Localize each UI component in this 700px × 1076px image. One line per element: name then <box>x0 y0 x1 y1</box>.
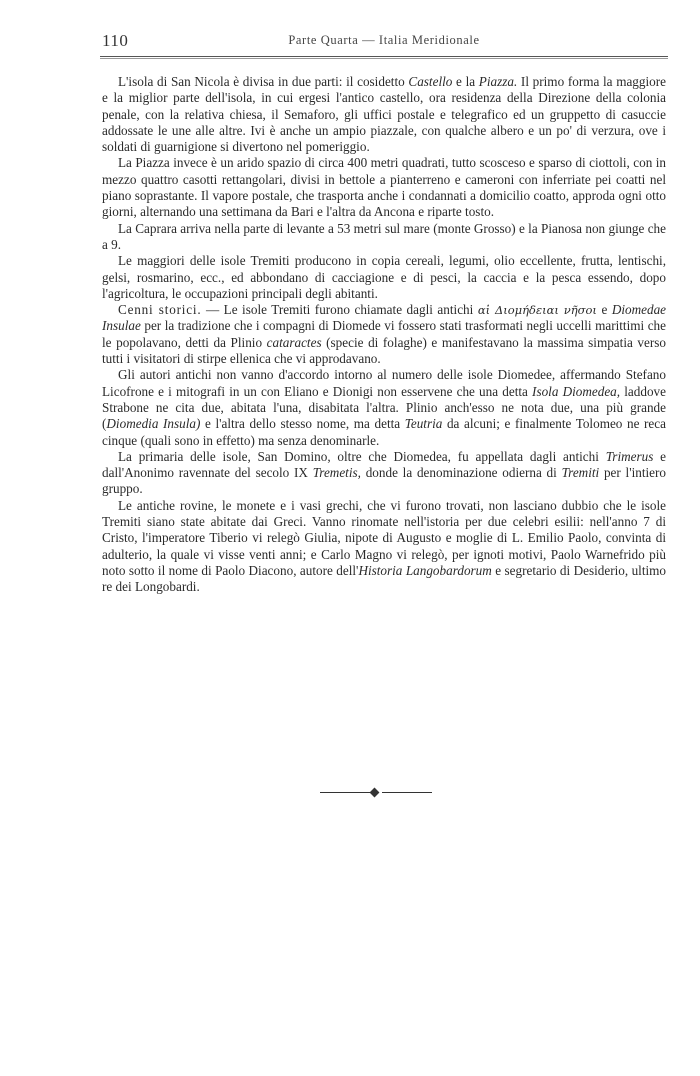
section-heading: Cenni storici. <box>118 302 202 318</box>
text-run: per la tradizione che i compagni di Diomede vi fossero stati trasformati negli uccelli marittimi che le popolavano, detti da Plinio <box>102 318 666 350</box>
italic-term: cataractes <box>266 334 322 350</box>
paragraph-5 <box>102 302 666 367</box>
italic-term: Tremiti <box>561 465 600 481</box>
italic-term: Diomedae Insulae <box>102 302 667 334</box>
paragraph-1 <box>102 74 666 155</box>
text-run: laddove Strabone ne cita due, abitata l'una, disabitata l'altra. Plinio anch'esso ne nota due, una più grande ( <box>102 383 666 432</box>
text-run: e segretario di Desiderio, ultimo re dei Longobardi. <box>102 562 667 595</box>
body-text <box>102 74 666 596</box>
text-run: e <box>596 302 612 318</box>
italic-term: Teutria <box>404 416 443 432</box>
text-run: Gli autori antichi non vanno d'accordo intorno al numero delle isole Diomedee, affermando Stefano Licofrone e i mitografi in un con Eliano e Dionigi non esservene che una detta <box>102 367 666 399</box>
italic-term: Isola Diomedea, <box>532 383 621 399</box>
header-rule <box>100 56 668 59</box>
paragraph-6 <box>102 367 666 448</box>
text-run: e l'altra dello stesso nome, ma detta <box>200 416 405 432</box>
italic-term: Trimerus <box>605 448 654 464</box>
text-run: per l'intiero gruppo. <box>102 465 667 497</box>
text-run: La primaria delle isole, San Domino, oltre che Diomedea, fu appellata dagli antichi <box>118 448 606 464</box>
text-run: e la <box>452 74 479 89</box>
text-run: Il primo forma la maggiore e la miglior parte dell'isola, in cui ergesi l'antico castello, ora residenza della Direzione della colonia penale, con la relativa chiesa, il Semaforo, gli uffici postale e telegrafico ed un gruppetto di casuccie addossate le une alle altre. Ivi è anche un ampio piazzale, con qualche albero e un po' di verzura, ove i soldati di guarnigione si divertono nel pomeriggio. <box>102 74 666 155</box>
running-title: Parte Quarta — Italia Meridionale <box>288 33 480 47</box>
paragraph-3: La Caprara arriva nella parte di levante a 53 metri sul mare (monte Grosso) e la Pianosa non giunge che a 9. <box>102 220 666 252</box>
greek-term: αἱ Διομήδειαι νῆσοι <box>477 303 597 318</box>
paragraph-7 <box>102 449 666 498</box>
text-run: Le antiche rovine, le monete e i vasi grechi, che vi furono trovati, non lasciano dubbio che le isole Tremiti siano state abitate dai Greci. Vanno rinomate nell'istoria per due celebri esilii: nell'anno 7 di Cristo, l'imperatore Tiberio vi relegò Giulia, nipote di Augusto e moglie di L. Emilio Paolo, convinta di adulterio, la quale vi visse venti anni; e Carlo Magno vi relegò, per ignoti motivi, Paolo Warnefrido più noto sotto il nome di Paolo Diacono, autore dell' <box>102 497 666 578</box>
paragraph-2: La Piazza invece è un arido spazio di circa 400 metri quadrati, tutto scosceso e sparso di ciottoli, con in mezzo quattro casotti rettangolari, divisi in bettole a pianterreno e cameroni con inferriate pei coatti nel piano soprastante. Il vapore postale, che trasporta anche i condannati a domicilio coatto, approda ogni otto giorni, alternando una settimana da Bari e l'altra da Ancona e riparte tosto. <box>102 155 666 220</box>
paragraph-4: Le maggiori delle isole Tremiti producono in copia cereali, legumi, olio eccellente, frutta, lentischi, gelsi, rosmarino, ecc., ed abbondano di cacciagione e di pesci, la caccia e la pesca essendo, dopo l'agricoltura, le occupazioni principali degli abitanti. <box>102 253 666 301</box>
italic-term: Tremetis, <box>312 465 361 481</box>
end-ornament <box>320 788 432 798</box>
italic-term: Piazza. <box>478 74 518 89</box>
ornament-line-left <box>320 792 370 793</box>
running-head <box>100 30 668 52</box>
paragraph-8 <box>102 498 666 596</box>
italic-term: Historia Langobardorum <box>358 562 492 578</box>
text-run: e dall'Anonimo ravennate del secolo IX <box>102 448 666 481</box>
page-number: 110 <box>102 31 129 50</box>
text-run: L'isola di San Nicola è divisa in due parti: il cosidetto <box>118 74 409 89</box>
diamond-icon <box>370 788 380 798</box>
text-run: — Le isole Tremiti furono chiamate dagli antichi <box>201 302 478 318</box>
text-run: donde la denominazione odierna di <box>360 465 562 481</box>
text-run: da alcuni; e finalmente Tolomeo ne reca cinque (quali sono in effetto) ma senza denominarle. <box>102 416 666 448</box>
italic-term: Castello <box>408 74 453 89</box>
italic-term: Diomedia Insula) <box>106 416 201 432</box>
ornament-line-right <box>382 792 432 793</box>
text-run: (specie di folaghe) e manifestavano la massima simpatia verso tutti i visitatori di stirpe ellenica che vi approdavano. <box>102 334 666 367</box>
